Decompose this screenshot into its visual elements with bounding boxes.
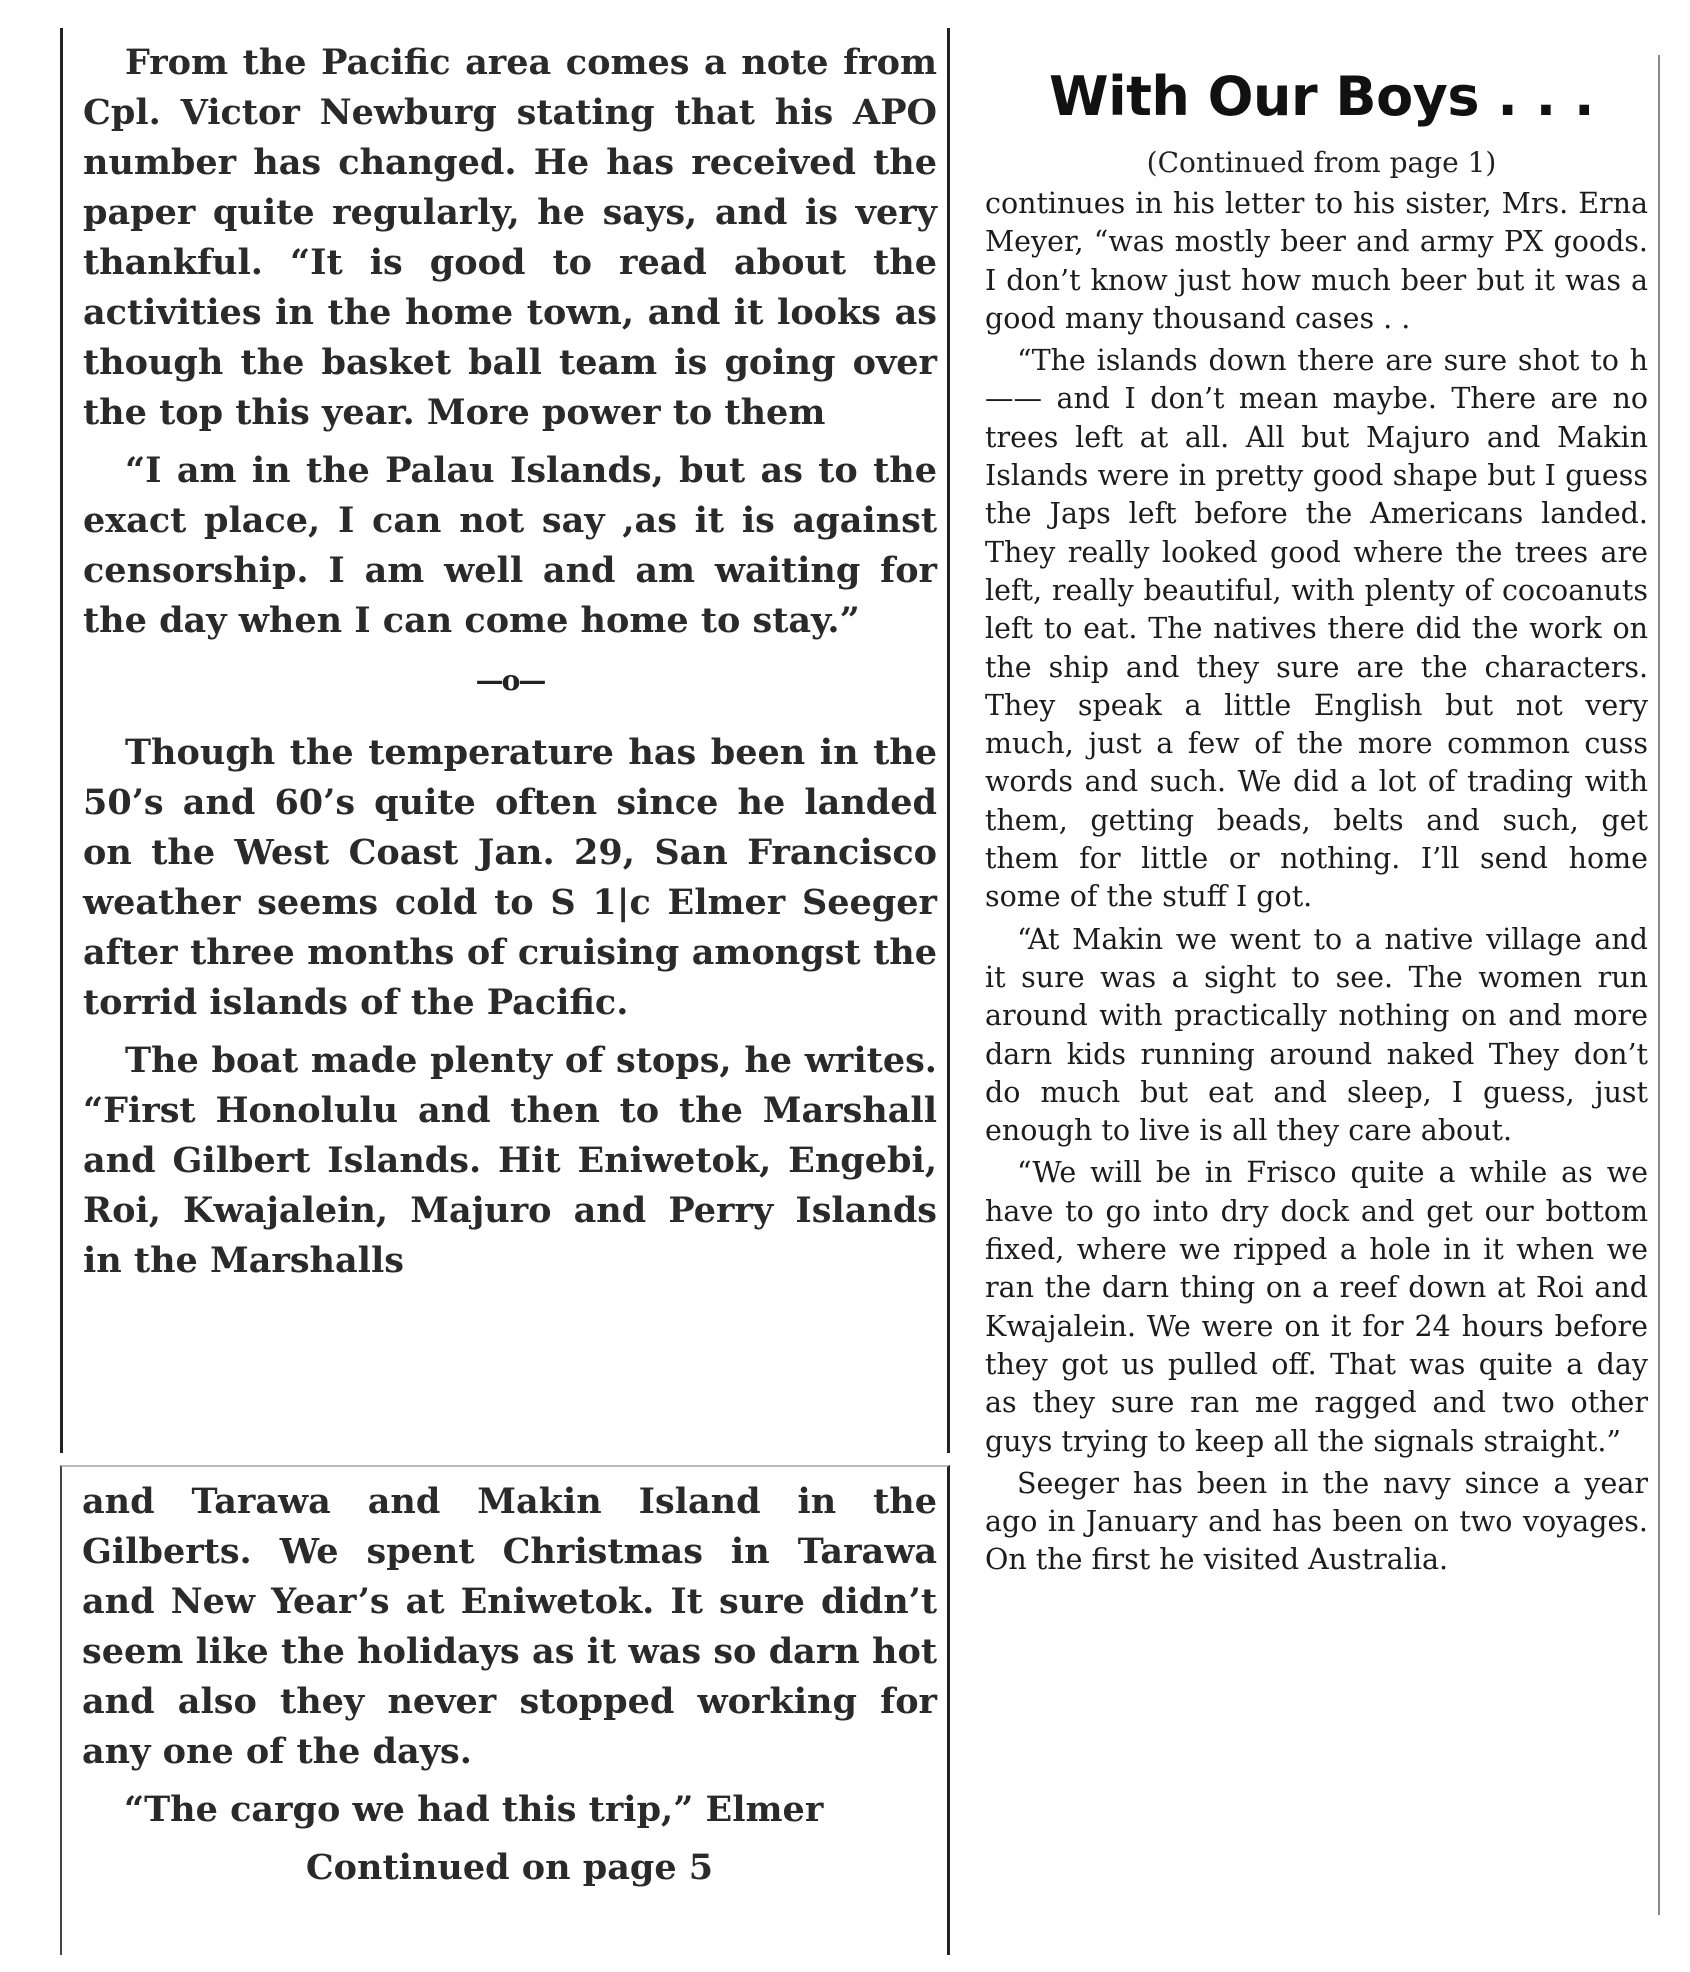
- newburg-paragraph-2: “I am in the Palau Islands, but as to the exact place, I can not say ,as it is against censorship. I am well and am waiting for the day when I can come home to stay.”: [83, 450, 937, 641]
- left-top-clipping: [60, 28, 950, 1453]
- left-bottom-text: [82, 1477, 937, 1901]
- continued-on-page-5: Continued on page 5: [305, 1847, 714, 1888]
- seeger-paragraph-1: Though the temperature has been in the 50’s and 60’s quite often since he landed on the West Coast Jan. 29, San Francisco weather seems cold to S 1|c Elmer Seeger after three months of cruising amongst the torrid islands of the Pacific.: [83, 732, 937, 1023]
- letter-paragraph-4: “We will be in Frisco quite a while as we have to go into dry dock and get our bottom fixed, where we ripped a hole in it when we ran the darn thing on a reef down at Roi and Kwajalein. We were on it for 24 hours before they got us pulled off. That was quite a day as they sure ran me ragged and two other guys trying to keep all the signals straight.”: [985, 1156, 1648, 1458]
- letter-paragraph-3: “At Makin we went to a native village and it sure was a sight to see. The women run around with practically nothing on and more darn kids running around naked They don’t do much but eat and sleep, I guess, just enough to live is all they care about.: [985, 922, 1648, 1148]
- headline-with-our-boys: With Our Boys . . .: [1049, 65, 1594, 128]
- seeger-paragraph-4: “The cargo we had this trip,” Elmer: [124, 1789, 824, 1830]
- section-divider: —o—: [475, 664, 545, 697]
- left-top-text: [83, 38, 937, 1294]
- continued-from-page-1: (Continued from page 1): [1146, 146, 1497, 179]
- right-column-text: [985, 185, 1658, 1580]
- right-column-clipping: [985, 55, 1660, 1915]
- seeger-paragraph-3: and Tarawa and Makin Island in the Gilberts. We spent Christmas in Tarawa and New Year’s at Eniwetok. It sure didn’t seem like the holidays as it was so darn hot and also they never stopped working for any one of the days.: [82, 1481, 937, 1772]
- seeger-paragraph-2: The boat made plenty of stops, he writes. “First Honolulu and then to the Marshall and Gilbert Islands. Hit Eniwetok, Engebi, Roi, Kwajalein, Majuro and Perry Islands in the Marshalls: [83, 1040, 937, 1281]
- letter-paragraph-2: “The islands down there are sure shot to h—— and I don’t mean maybe. There are no trees left at all. All but Majuro and Makin Islands were in pretty good shape but I guess the Japs left before the Americans landed. They really looked good where the trees are left, really beautiful, with plenty of cocoanuts left to eat. The natives there did the work on the ship and they sure are the characters. They speak a little English but not very much, just a few of the more common cuss words and such. We did a lot of trading with them, getting beads, belts and such, get them for little or nothing. I’ll send home some of the stuff I got.: [985, 344, 1648, 914]
- letter-paragraph-1: continues in his letter to his sister, Mrs. Erna Meyer, “was mostly beer and army PX goods. I don’t know just how much beer but it was a good many thousand cases . .: [985, 187, 1648, 335]
- newburg-paragraph-1: From the Pacific area comes a note from Cpl. Victor Newburg stating that his APO number has changed. He has received the paper quite regularly, he says, and is very thankful. “It is good to read about the activities in the home town, and it looks as though the basket ball team is going over the top this year. More power to them: [83, 42, 937, 433]
- left-bottom-clipping: [60, 1465, 950, 1955]
- letter-paragraph-5: Seeger has been in the navy since a year ago in January and has been on two voyages. On the first he visited Australia.: [985, 1466, 1648, 1577]
